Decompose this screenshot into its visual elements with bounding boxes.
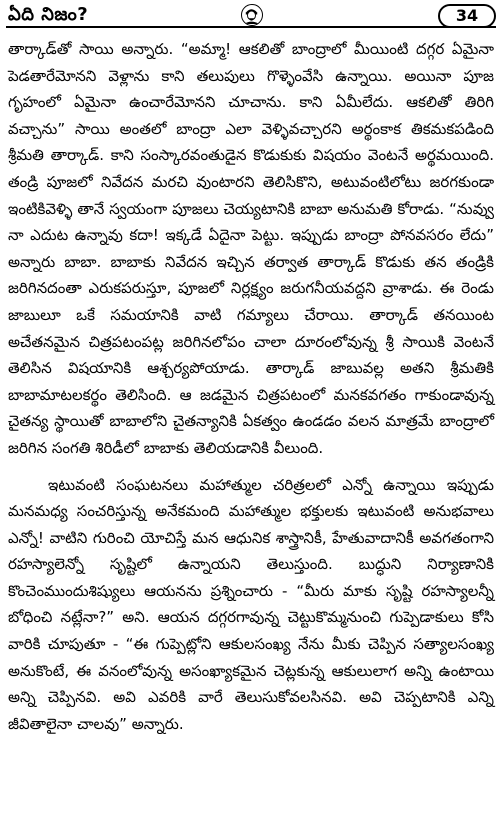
portrait-drawing [242, 5, 261, 24]
paragraph: తార్కాడ్‌తో సాయి అన్నారు. “అమ్మా! ఆకలితో బాంద్రాలో మీయింటి దగ్గర ఏమైనా పెడతారేమోనని వెళ్లాను కాని తలుపులు గొళ్ళెంవేసి ఉన్నాయి. అయినా పూజ గృహంలో ఏమైనా ఉంచారేమోనని చూచాను. కాని ఏమీలేదు. ఆకలితో తిరిగి వచ్చాను” సాయి అంతలో బాంద్రా ఎలా వెళ్ళివచ్చారని అర్థంకాక తికమకపడింది శ్రీమతి తార్కాడ్. కాని సంస్కారవంతుడైన కొడుకుకు విషయం వెంటనే అర్థమయింది. తండ్రి పూజలో నివేదన మరచి వుంటారని తెలిసికొని, అటువంటిలోటు జరగకుండా ఇంటికివెళ్ళి తానే స్వయంగా పూజలు చెయ్యటానికి బాబా అనుమతి కోరాడు. “నువ్వు నా ఎదుట ఉన్నావు కదా! ఇక్కడే ఏదైనా పెట్టు. ఇప్పుడు బాంద్రా పోనవసరం లేదు” అన్నారు బాబా. బాబాకు నివేదన ఇచ్చిన తర్వాత తార్కాడ్ కొడుకు తన తండ్రికి జరిగినదంతా ఎరుకపరుస్తూ, పూజలో నిర్లక్ష్యం జరుగనీయవద్దని వ్రాశాడు. ఈ రెండు జాబులూ ఒకే సమయానికి వాటి గమ్యాలు చేరాయి. తార్కాడ్ తనయింట అచేతనమైన చిత్రపటంపట్ల జరిగినలోపం చాలా దూరంలోవున్న శ్రీ సాయికి వెంటనే తెలిసిన విషయానికి ఆశ్చర్యపోయాడు. తార్కాడ్ జాబువల్ల అతని శ్రీమతికి బాబామాటలకర్థం తెలిసింది. ఆ జడమైన చిత్రపటంలో మనకవగతం గాకుండావున్న చైతన్య స్థాయితో బాబాలోని చైతన్యానికి ఏకత్వం ఉండడం వలన మాత్రమే బాంద్రాలో జరిగిన సంగతి శిరిడీలో బాబాకు తెలియడానికి వీలుంది. [8, 40, 494, 457]
portrait-icon [241, 4, 263, 26]
page-number-badge [438, 4, 496, 28]
header-rule [6, 26, 496, 28]
page-number: 34 [455, 6, 479, 25]
page-header [0, 0, 502, 34]
running-title: ఏది నిజం? [8, 4, 89, 25]
paragraph: ఇటువంటి సంఘటనలు మహాత్ముల చరిత్రలలో ఎన్నో ఉన్నాయి ఇప్పుడు మనమధ్య సంచరిస్తున్న అనేకమంది మహాత్ముల భక్తులకు ఇటువంటి అనుభవాలు ఎన్నో! వాటిని గురించి యోచిస్తే మన ఆధునిక శాస్త్రానికీ, హేతువాదానికీ అవగతంగాని రహస్యాలెన్నో సృష్టిలో ఉన్నాయని తెలుస్తుంది. బుద్ధుని నిర్యాణానికి కొంచెంముందుశిష్యులు ఆయనను ప్రశ్నించారు - “మీరు మాకు సృష్టి రహస్యాలన్నీ బోధించి నట్లేనా?” అని. ఆయన దగ్గరగావున్న చెట్టుకొమ్మనుంచి గుప్పెడాకులు కోసి వారికి చూపుతూ - “ఈ గుప్పెట్లోని ఆకులసంఖ్య నేను మీకు చెప్పిన సత్యాలసంఖ్య అనుకొంటే, ఈ వనంలోవున్న అసంఖ్యాకమైన చెట్లకున్న ఆకులులాగ అన్ని ఉంటాయి అన్ని చెప్పినవి. అవి ఎవరికి వారే తెలుసుకోవలసినవి. అవి చెప్పటానికి ఎన్ని జీవితాలైనా చాలవు” అన్నారు. [8, 475, 494, 733]
body-text [8, 36, 494, 737]
